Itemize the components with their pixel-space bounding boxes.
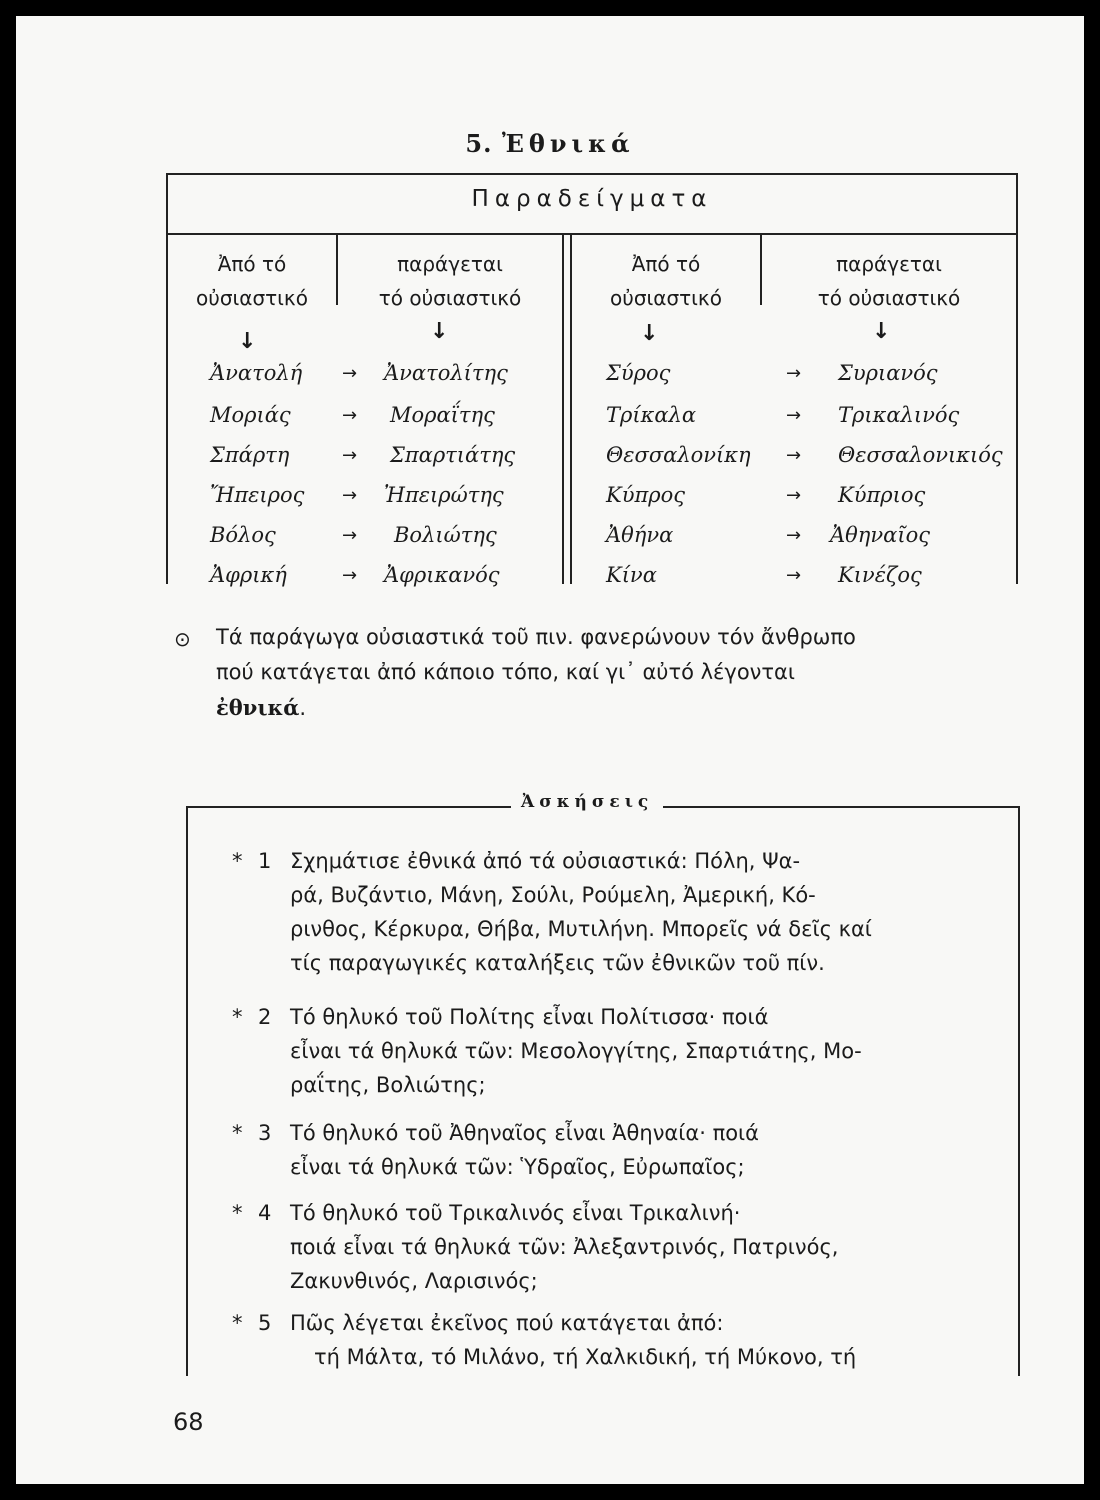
derived-noun: Συριανός: [838, 361, 938, 385]
source-noun: Βόλος: [210, 523, 276, 547]
star-icon: *: [232, 1311, 243, 1335]
source-noun: Σύρος: [606, 361, 671, 385]
exercises-box: [186, 792, 1020, 1376]
exercise-item: * 1 Σχημάτισε ἐθνικά ἀπό τά οὐσιαστικά: Πόλη, Ψα- ρά, Βυζάντιο, Μάνη, Σούλι, Ρούμελη, Ἀμερική, Κό- ρινθος, Κέρκυρα, Θήβα, Μυτιλήνη. Μπορεῖς νά δεῖς καί τίς παραγωγικές καταλήξεις τῶν ἐθνικῶν τοῦ πίν.: [234, 844, 994, 980]
exercises-title: Ἀσκήσεις: [511, 792, 663, 812]
note-line: Τά παράγωγα οὐσιαστικά τοῦ πιν. φανερώνουν τόν ἄνθρωπο: [216, 625, 856, 649]
left-derived-column-header: παράγεται τό οὐσιαστικό: [378, 252, 522, 310]
derived-noun: Ἀνατολίτης: [384, 361, 508, 385]
source-noun: Ἀνατολή: [210, 361, 303, 385]
note-line: ἐθνικά.: [216, 695, 307, 720]
right-arrow-icon: →: [342, 525, 358, 546]
section-title: [16, 129, 1084, 158]
exercise-number: 3: [258, 1121, 272, 1145]
right-arrow-icon: →: [342, 363, 358, 384]
derived-noun: Ἀθηναῖος: [830, 523, 930, 547]
right-arrow-icon: →: [342, 405, 358, 426]
right-arrow-icon: →: [786, 363, 802, 384]
left-source-column-header: Ἀπό τό οὐσιαστικό: [196, 252, 308, 310]
source-noun: Θεσσαλονίκη: [606, 443, 751, 467]
right-arrow-icon: →: [786, 525, 802, 546]
right-arrow-icon: →: [342, 565, 358, 586]
exercise-number: 4: [258, 1201, 272, 1225]
section-word: Ἐθνικά: [501, 129, 635, 158]
down-arrow-icon: ↓: [430, 319, 449, 344]
star-icon: *: [232, 1121, 243, 1145]
source-noun: Τρίκαλα: [606, 403, 697, 427]
page-number: 68: [173, 1408, 204, 1436]
note-line: πού κατάγεται ἀπό κάποιο τόπο, καί γι᾽ αὐτό λέγονται: [216, 660, 795, 684]
section-number: 5.: [465, 129, 493, 158]
circle-dot-icon: ⊙: [174, 627, 191, 651]
right-arrow-icon: →: [786, 485, 802, 506]
right-arrow-icon: →: [342, 445, 358, 466]
derived-noun: Ἀφρικανός: [384, 563, 500, 587]
down-arrow-icon: ↓: [872, 319, 891, 344]
derived-noun: Κινέζος: [838, 563, 922, 587]
right-arrow-icon: →: [342, 485, 358, 506]
right-arrow-icon: →: [786, 405, 802, 426]
right-arrow-icon: →: [786, 565, 802, 586]
examples-table: [166, 165, 1018, 585]
source-noun: Κίνα: [606, 563, 657, 587]
book-page: [16, 16, 1084, 1484]
derived-noun: Ἠπειρώτης: [384, 483, 504, 507]
right-arrow-icon: →: [786, 445, 802, 466]
examples-header: Παραδείγματα: [471, 186, 713, 212]
source-noun: Ἤπειρος: [210, 483, 305, 507]
source-noun: Μοριάς: [210, 403, 291, 427]
source-noun: Σπάρτη: [210, 443, 290, 467]
star-icon: *: [232, 1005, 243, 1029]
exercise-item: * 2 Τό θηλυκό τοῦ Πολίτης εἶναι Πολίτισσα· ποιά εἶναι τά θηλυκά τῶν: Μεσολογγίτης, Σπαρτιάτης, Μο- ραΐτης, Βολιώτης;: [234, 1000, 994, 1102]
derived-noun: Τρικαλινός: [838, 403, 960, 427]
derived-noun: Θεσσαλονικιός: [838, 443, 1003, 467]
right-derived-column-header: παράγεται τό οὐσιαστικό: [817, 252, 961, 310]
right-source-column-header: Ἀπό τό οὐσιαστικό: [610, 252, 722, 310]
derived-noun: Βολιώτης: [394, 523, 497, 547]
down-arrow-icon: ↓: [640, 321, 659, 346]
exercise-number: 1: [258, 849, 272, 873]
exercise-number: 5: [258, 1311, 272, 1335]
exercise-number: 2: [258, 1005, 272, 1029]
exercise-item: * 5 Πῶς λέγεται ἐκεῖνος πού κατάγεται ἀπό: τή Μάλτα, τό Μιλάνο, τή Χαλκιδική, τή Μύκονο, τή: [234, 1306, 994, 1374]
exercise-item: * 4 Τό θηλυκό τοῦ Τρικαλινός εἶναι Τρικαλινή· ποιά εἶναι τά θηλυκά τῶν: Ἀλεξαντρινός, Πατρινός, Ζακυνθινός, Λαρισινός;: [234, 1196, 994, 1298]
derived-noun: Μοραΐτης: [390, 403, 495, 427]
source-noun: Ἀθήνα: [606, 523, 674, 547]
star-icon: *: [232, 849, 243, 873]
exercise-item: * 3 Τό θηλυκό τοῦ Ἀθηναῖος εἶναι Ἀθηναία· ποιά εἶναι τά θηλυκά τῶν: Ὑδραῖος, Εὐρωπαῖος;: [234, 1116, 994, 1184]
explanation-note: [174, 620, 1026, 726]
down-arrow-icon: ↓: [238, 329, 257, 354]
source-noun: Κύπρος: [606, 483, 686, 507]
bold-term: ἐθνικά: [216, 695, 300, 720]
source-noun: Ἀφρική: [210, 563, 287, 587]
derived-noun: Σπαρτιάτης: [390, 443, 516, 467]
derived-noun: Κύπριος: [838, 483, 926, 507]
star-icon: *: [232, 1201, 243, 1225]
